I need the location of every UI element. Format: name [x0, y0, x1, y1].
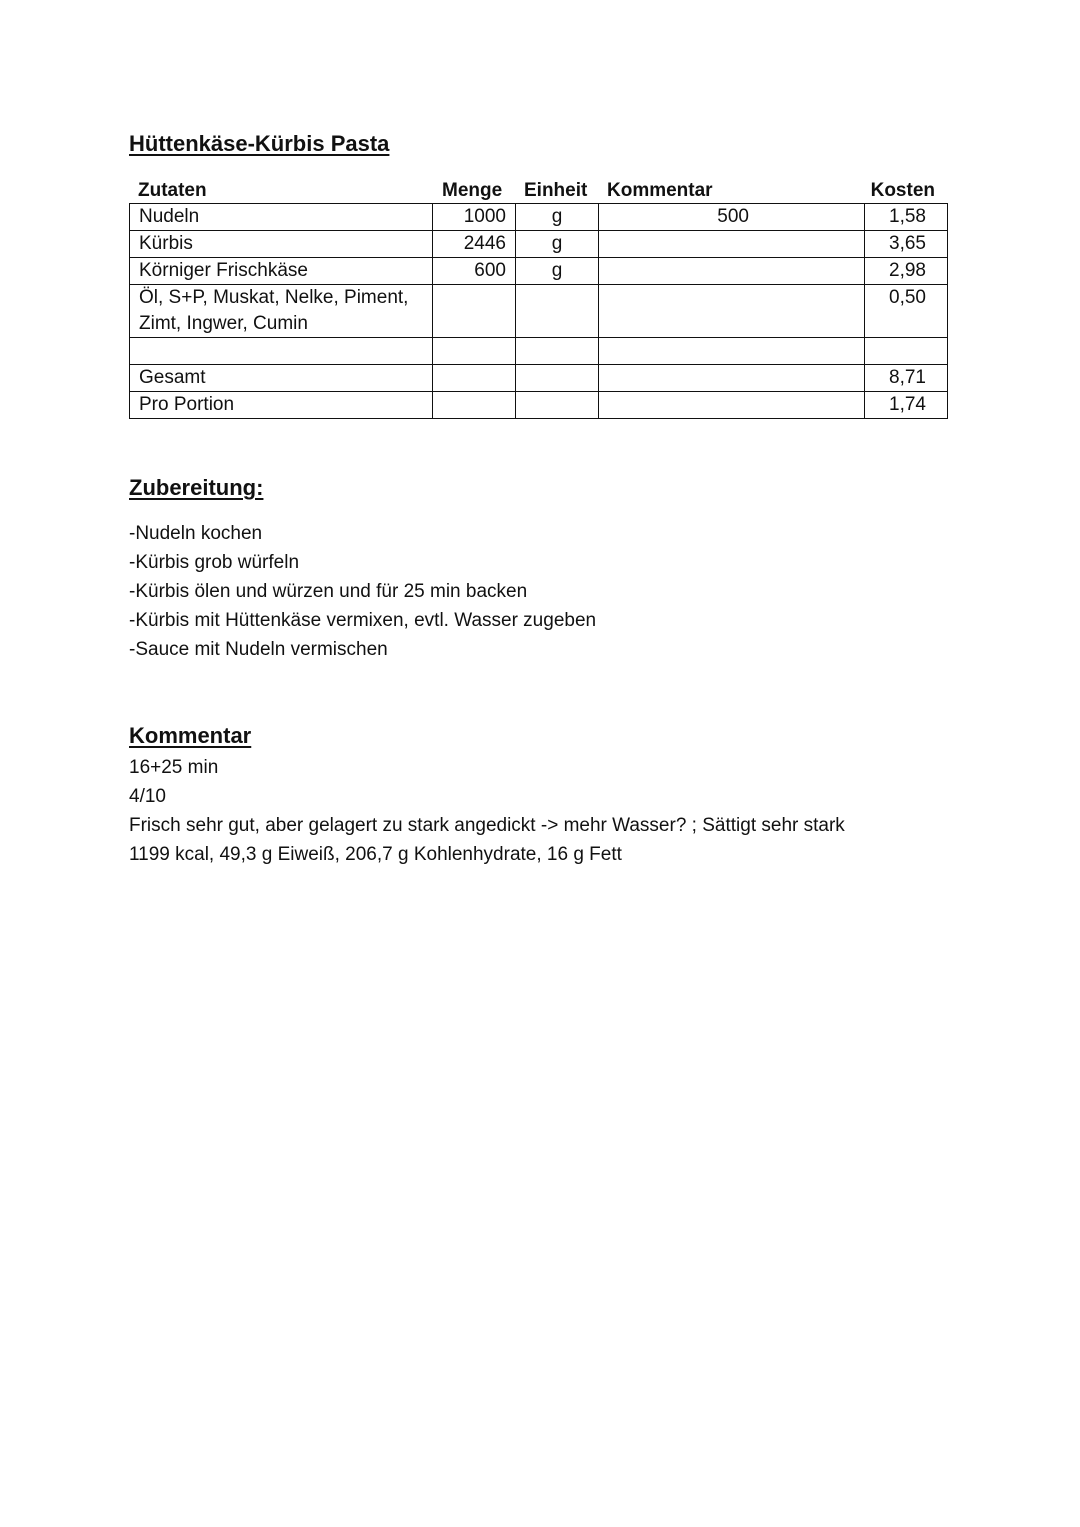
ingredients-table: [129, 203, 948, 419]
cell-menge: 600: [433, 258, 516, 285]
cell-menge: [433, 338, 516, 365]
comment-text: [129, 753, 845, 869]
cell-kosten: [865, 338, 948, 365]
header-zutaten: Zutaten: [138, 180, 207, 201]
cell-einheit: [516, 285, 599, 338]
cell-kosten: 1,74: [865, 392, 948, 419]
cell-einheit: g: [516, 231, 599, 258]
list-item: -Sauce mit Nudeln vermischen: [129, 639, 388, 660]
cell-kommentar: [599, 338, 865, 365]
comment-line-time: 16+25 min: [129, 757, 219, 778]
comment-line-notes: Frisch sehr gut, aber gelagert zu stark angedickt -> mehr Wasser? ; Sättigt sehr stark: [129, 815, 845, 836]
ingredients-table-header: [129, 178, 946, 203]
cell-kommentar: [599, 392, 865, 419]
cell-ingredient: Körniger Frischkäse: [130, 258, 433, 285]
list-item: -Kürbis grob würfeln: [129, 552, 300, 573]
list-item: -Nudeln kochen: [129, 523, 263, 544]
table-row: [130, 231, 948, 258]
header-kosten: Kosten: [870, 180, 935, 201]
cell-ingredient: Öl, S+P, Muskat, Nelke, Piment, Zimt, Ingwer, Cumin: [130, 285, 433, 338]
cell-kommentar: [599, 285, 865, 338]
list-item: -Kürbis mit Hüttenkäse vermixen, evtl. Wasser zugeben: [129, 610, 597, 631]
cell-einheit: g: [516, 204, 599, 231]
cell-kosten: 3,65: [865, 231, 948, 258]
cell-ingredient: [130, 338, 433, 365]
cell-menge: [433, 285, 516, 338]
table-row: [130, 258, 948, 285]
cell-kommentar: 500: [599, 204, 865, 231]
cell-kosten: 0,50: [865, 285, 948, 338]
cell-kosten: 2,98: [865, 258, 948, 285]
preparation-heading: Zubereitung:: [129, 475, 264, 500]
recipe-title: Hüttenkäse-Kürbis Pasta: [129, 131, 390, 156]
list-item: -Kürbis ölen und würzen und für 25 min backen: [129, 581, 528, 602]
table-row: [130, 338, 948, 365]
cell-menge: 2446: [433, 231, 516, 258]
cell-ingredient: Gesamt: [130, 365, 433, 392]
table-row: [130, 365, 948, 392]
cell-ingredient: Pro Portion: [130, 392, 433, 419]
cell-einheit: [516, 365, 599, 392]
header-menge: Menge: [442, 180, 503, 201]
comment-heading: Kommentar: [129, 723, 252, 748]
cell-kommentar: [599, 231, 865, 258]
table-row: [130, 285, 948, 338]
header-kommentar: Kommentar: [607, 180, 713, 201]
preparation-steps: [129, 519, 596, 664]
cell-einheit: [516, 392, 599, 419]
cell-menge: [433, 392, 516, 419]
cell-menge: 1000: [433, 204, 516, 231]
cell-menge: [433, 365, 516, 392]
table-row: [130, 392, 948, 419]
cell-kommentar: [599, 365, 865, 392]
cell-kosten: 1,58: [865, 204, 948, 231]
header-einheit: Einheit: [524, 180, 588, 201]
cell-einheit: [516, 338, 599, 365]
comment-line-nutrition: 1199 kcal, 49,3 g Eiweiß, 206,7 g Kohlenhydrate, 16 g Fett: [129, 844, 622, 865]
cell-kommentar: [599, 258, 865, 285]
table-row: [130, 204, 948, 231]
comment-line-rating: 4/10: [129, 786, 166, 807]
cell-ingredient: Nudeln: [130, 204, 433, 231]
cell-einheit: g: [516, 258, 599, 285]
cell-kosten: 8,71: [865, 365, 948, 392]
cell-ingredient: Kürbis: [130, 231, 433, 258]
